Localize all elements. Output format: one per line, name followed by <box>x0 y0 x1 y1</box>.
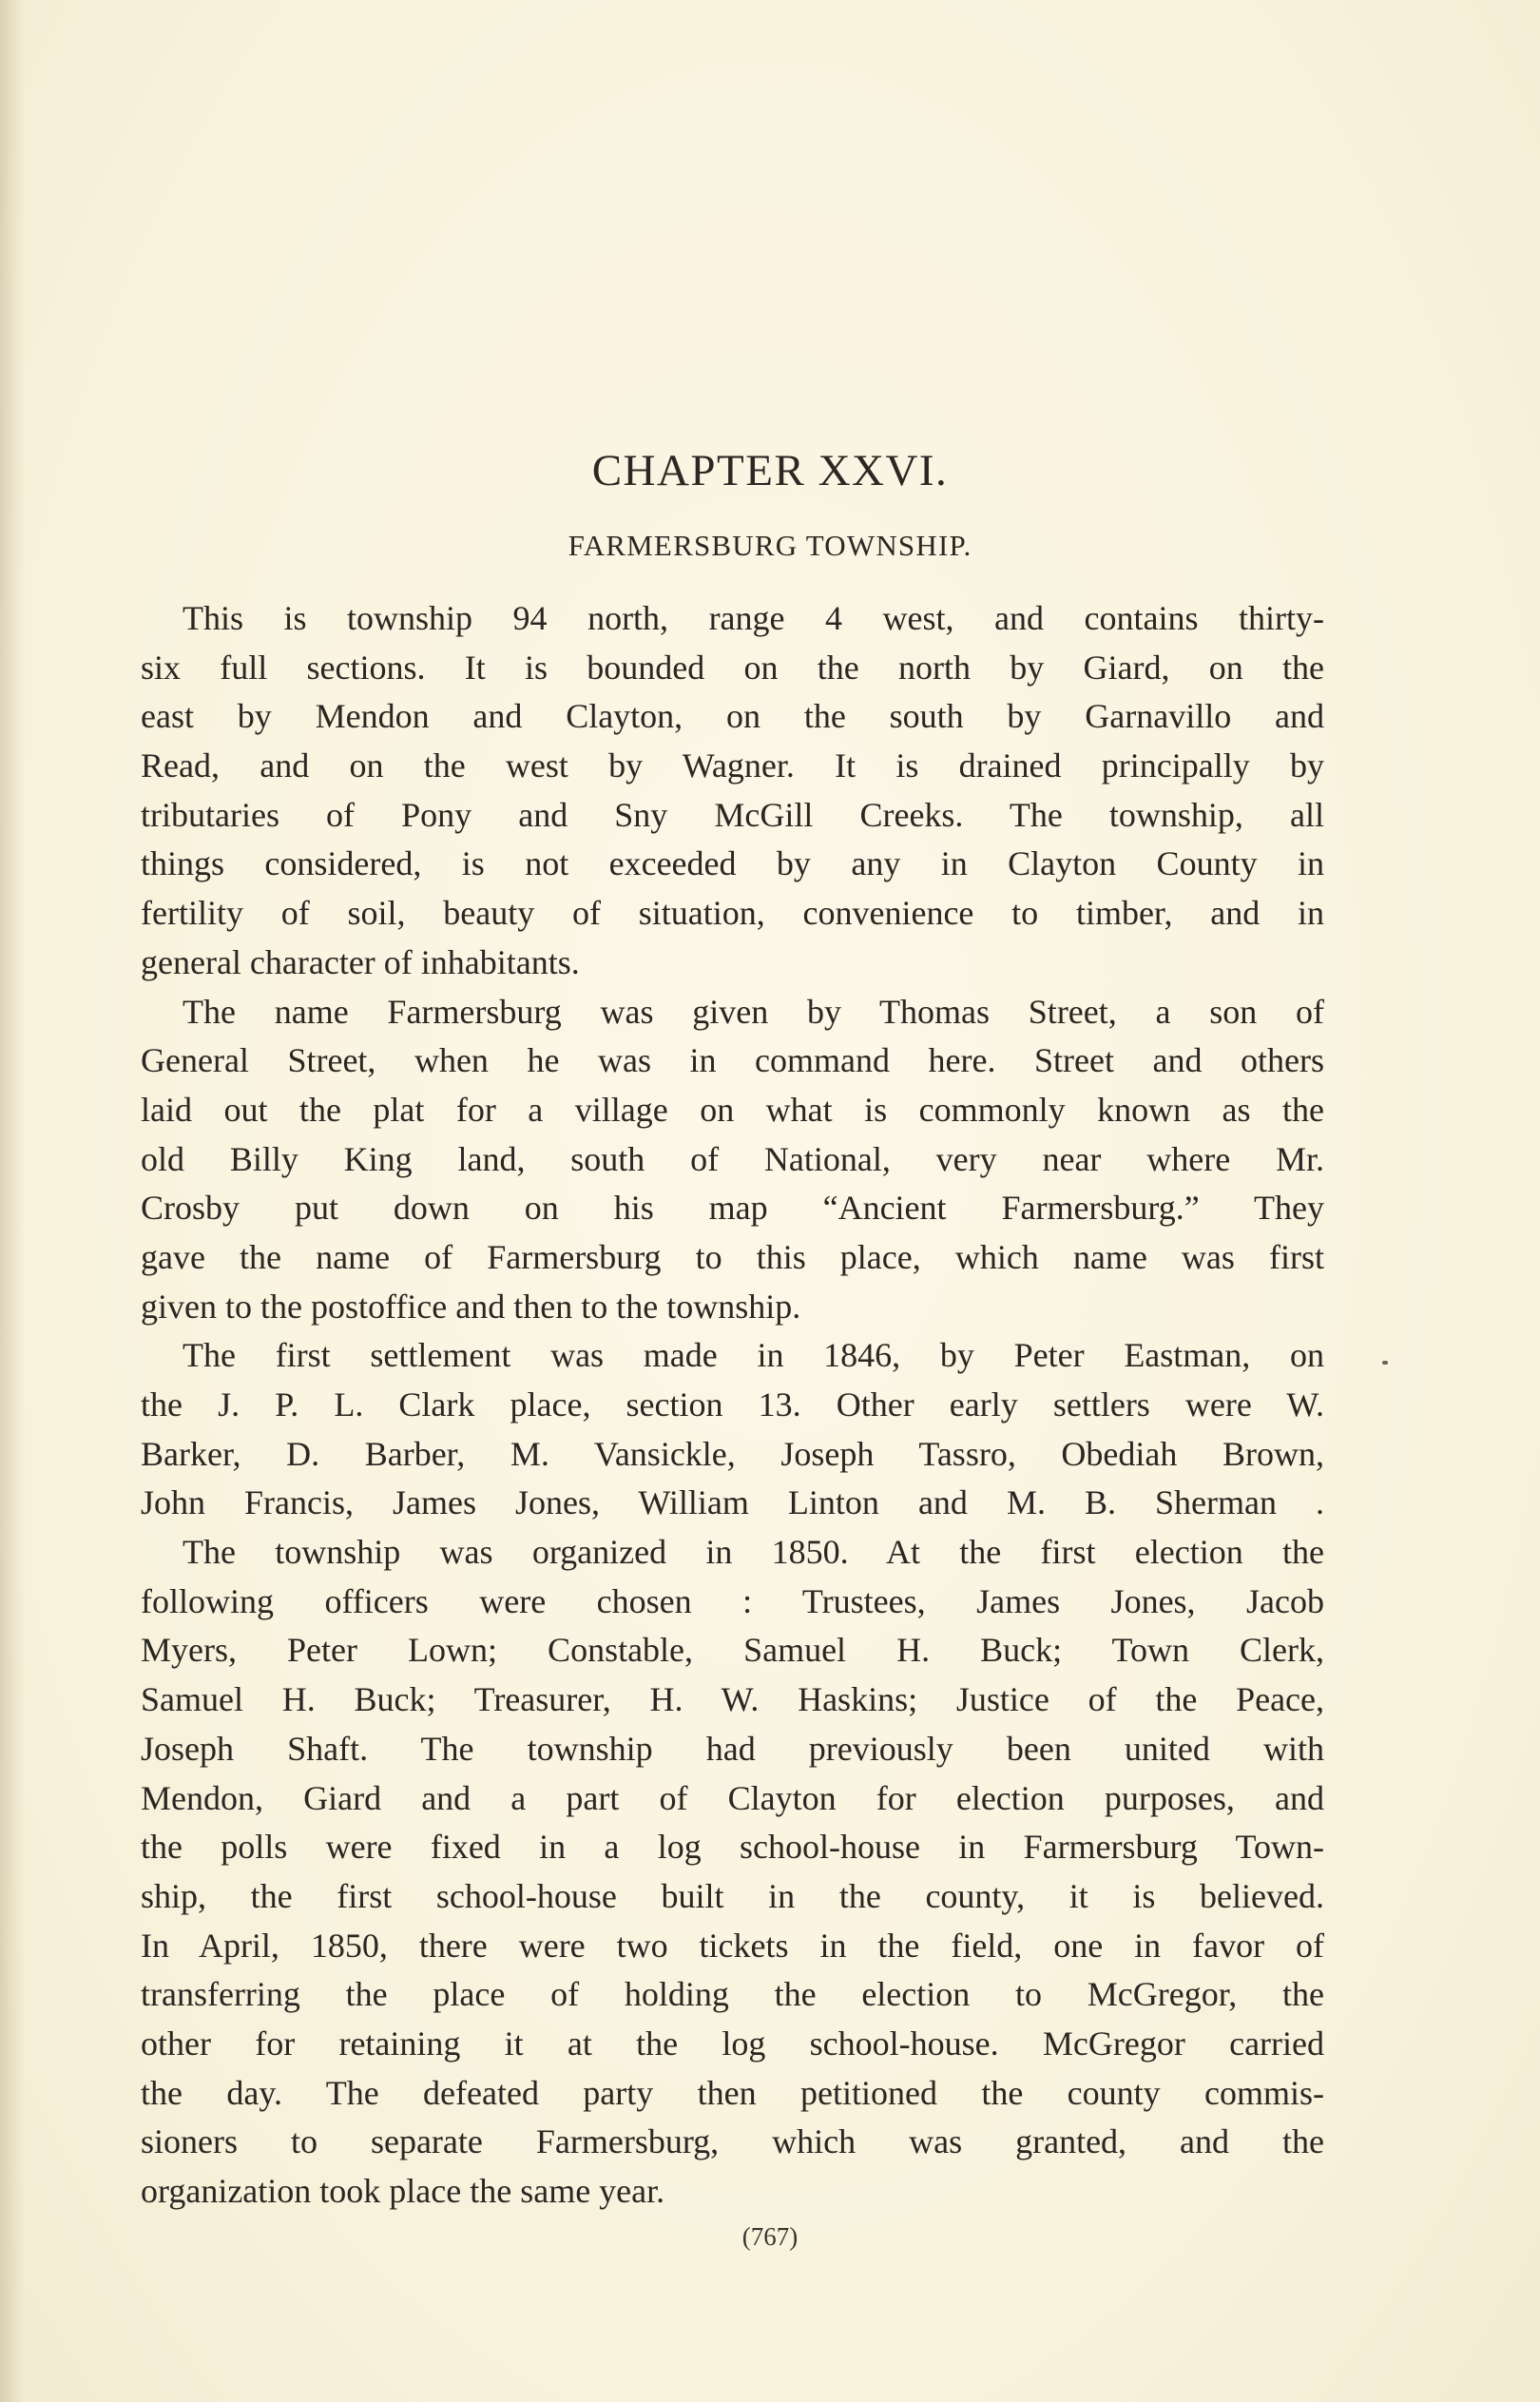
text-line: General Street, when he was in command here. Street and others <box>141 1041 1324 1080</box>
text-line: following officers were chosen : Trustees, James Jones, Jacob <box>141 1581 1324 1620</box>
text-line: old Billy King land, south of National, very near where Mr. <box>141 1139 1324 1178</box>
text-line: Crosby put down on his map “Ancient Farmersburg.” They <box>141 1189 1324 1228</box>
text-line: organization took place the same year. <box>141 2172 665 2210</box>
text-line: tributaries of Pony and Sny McGill Creeks. The township, all <box>141 795 1324 834</box>
text-line: general character of inhabitants. <box>141 942 580 981</box>
text-line: things considered, is not exceeded by any in Clayton County in <box>141 844 1324 883</box>
text-line: east by Mendon and Clayton, on the south by Garnavillo and <box>141 697 1324 736</box>
text-line: fertility of soil, beauty of situation, convenience to timber, and in <box>141 894 1324 933</box>
text-line: Read, and on the west by Wagner. It is drained principally by <box>141 746 1324 785</box>
page-number: (767) <box>741 2222 799 2251</box>
text-line: gave the name of Farmersburg to this place, which name was first <box>141 1237 1324 1276</box>
text-line: Mendon, Giard and a part of Clayton for election purposes, and <box>141 1778 1324 1817</box>
text-line: John Francis, James Jones, William Linton and M. B. Sherman . <box>141 1483 1324 1522</box>
binding-shadow <box>0 0 25 2402</box>
text-line: ship, the first school-house built in the county, it is believed. <box>141 1876 1324 1915</box>
text-line: sioners to separate Farmersburg, which was granted, and the <box>141 2122 1324 2161</box>
text-line: In April, 1850, there were two tickets in the field, one in favor of <box>141 1926 1324 1965</box>
text-line: The township was organized in 1850. At the first election the <box>183 1533 1324 1572</box>
text-line: laid out the plat for a village on what is commonly known as the <box>141 1090 1324 1129</box>
text-line: the polls were fixed in a log school-house in Farmersburg Town- <box>141 1828 1324 1867</box>
text-line: six full sections. It is bounded on the north by Giard, on the <box>141 648 1324 687</box>
ink-speck <box>1382 1361 1388 1365</box>
text-line: This is township 94 north, range 4 west, and contains thirty- <box>183 599 1324 637</box>
text-line: transferring the place of holding the election to McGregor, the <box>141 1975 1324 2014</box>
text-line: The first settlement was made in 1846, by Peter Eastman, on <box>183 1336 1324 1375</box>
text-line: the J. P. L. Clark place, section 13. Other early settlers were W. <box>141 1385 1324 1424</box>
text-line: Barker, D. Barber, M. Vansickle, Joseph Tassro, Obediah Brown, <box>141 1434 1324 1473</box>
chapter-title: CHAPTER XXVI. <box>591 446 949 495</box>
text-line: other for retaining it at the log school-house. McGregor carried <box>141 2024 1324 2063</box>
section-title: FARMERSBURG TOWNSHIP. <box>568 529 972 562</box>
text-line: given to the postoffice and then to the township. <box>141 1287 801 1326</box>
text-line: the day. The defeated party then petitioned the county commis- <box>141 2073 1324 2112</box>
body-text <box>141 594 1324 2217</box>
text-line: The name Farmersburg was given by Thomas Street, a son of <box>183 992 1324 1031</box>
text-line: Samuel H. Buck; Treasurer, H. W. Haskins; Justice of the Peace, <box>141 1680 1324 1719</box>
text-line: Joseph Shaft. The township had previously been united with <box>141 1729 1324 1768</box>
text-line: Myers, Peter Lown; Constable, Samuel H. Buck; Town Clerk, <box>141 1631 1324 1670</box>
